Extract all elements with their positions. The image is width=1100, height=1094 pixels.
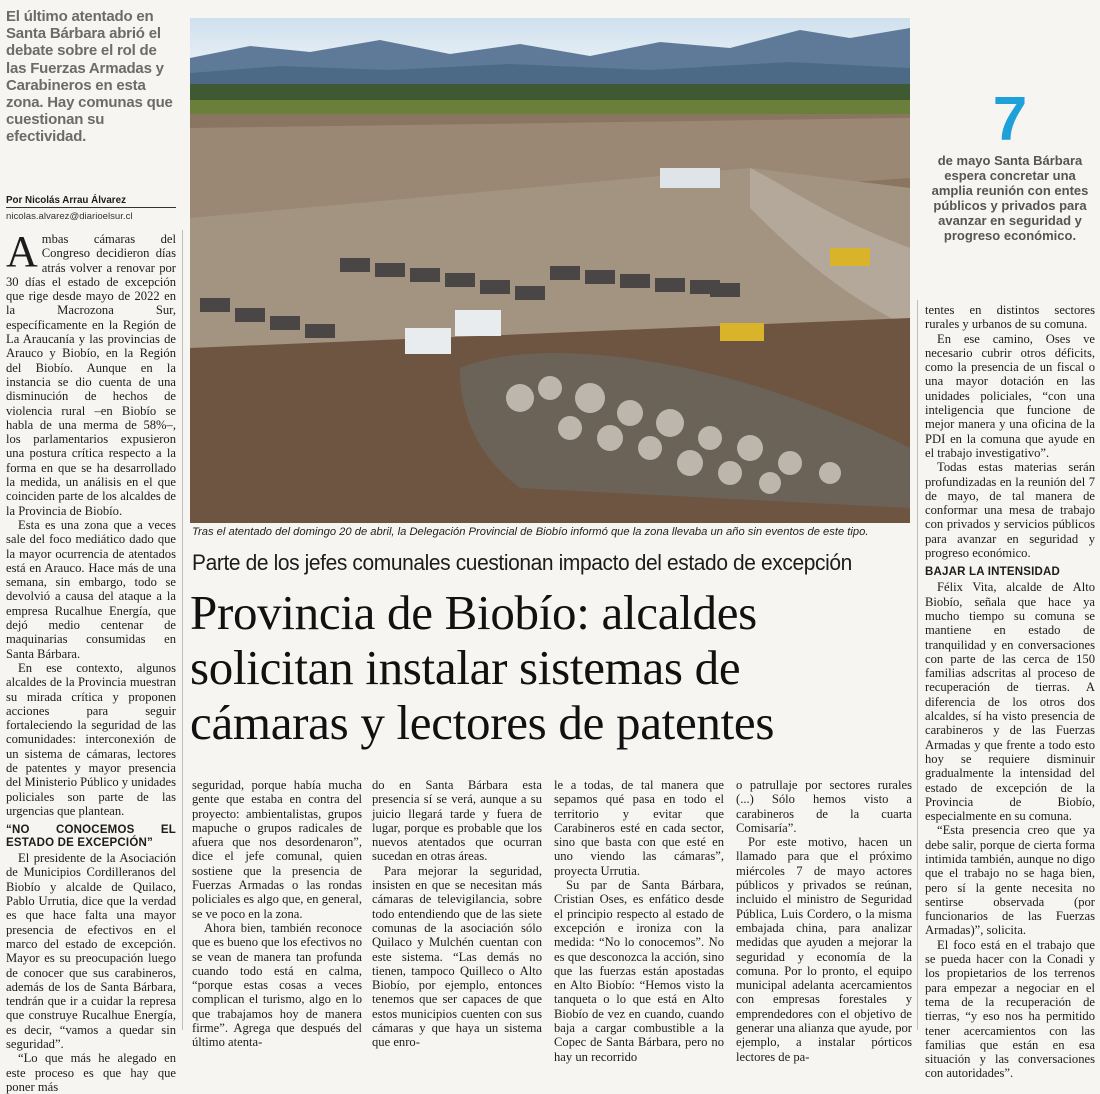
fact-number: 7 xyxy=(992,85,1028,154)
paragraph: tentes en distintos sectores rurales y urbanos de su comuna. xyxy=(925,303,1095,332)
paragraph: le a todas, de tal manera que sepamos qué pasa en todo el territorio y evitar que Carabineros esté en cada sector, sino que basta con que esté en uno viendo las cámaras”, proyecta Urrutia. xyxy=(554,778,724,878)
paragraph: Esta es una zona que a veces sale del foco mediático dado que la mayor ocurrencia de atentados está en Arauco. Hace más de una semana, sin embargo, todo se devolvió a causa del ataque a la empresa Rucalhue Energía, que dejó medio centenar de maquinarias consumidas en Santa Bárbara. xyxy=(6,517,176,661)
subheading: BAJAR LA INTENSIDAD xyxy=(925,566,1060,579)
article-column-1 xyxy=(6,227,176,1094)
construction-site-photo xyxy=(190,18,910,523)
drop-cap: A xyxy=(6,227,38,276)
paragraph: Todas estas materias serán profundizadas en la reunión del 7 de mayo, de tal manera de conformar una mesa de trabajo con privados y servicios públicos para avanzar en seguridad y progreso económico. xyxy=(925,460,1095,561)
column-divider xyxy=(917,300,918,1030)
paragraph: do en Santa Bárbara esta presencia sí se verá, aunque a su juicio llegará tarde y fuera de lugar, porque es probable que los nuevos atentados que ocurran sucedan en otras áreas. xyxy=(372,778,542,864)
paragraph: Félix Vita, alcalde de Alto Biobío, señala que hace ya mucho tiempo su comuna se mantiene en estado de tranquilidad y en conversaciones con parte de las cerca de 150 familias adscritas al proceso de recuperación de tierras. A diferencia de los otros dos alcaldes, sí ha visto presencia de carabineros y de las Fuerzas Armadas y que frente a todo esto hoy se requiere disminuir gradualmente la intensidad del estado de excepción de la Provincia de Biobío, especialmente en su comuna. xyxy=(925,580,1095,824)
paragraph: Ahora bien, también reconoce que es bueno que los efectivos no se vean de manera tan profunda cuando todo está en calma, “porque estas cosas a veces complican el turismo, algo en lo que trabajamos hoy de manera firme”. Agrega que después del último atenta- xyxy=(192,920,362,1050)
paragraph: Su par de Santa Bárbara, Cristian Oses, es enfático desde el principio respecto al estado de excepción e ironiza con la medida: “No lo conocemos”. No es que desconozca la acción, sino que las fuerzas están apostadas en Alto Biobío: “Hemos visto la tanqueta o lo que está en Alto Biobío de vez en cuando, cuando baja a cargar combustible a la Copec de Santa Bárbara, pero no hay un recorrido xyxy=(554,878,724,1064)
paragraph: El presidente de la Asociación de Municipios Cordilleranos del Biobío y alcalde de Quilaco, Pablo Urrutia, dice que la verdad es que hace falta una mayor presencia de efectivos en el marco del estado de excepción. Mayor es su preocupación luego de conocer que sus carabineros, además de los de Santa Bárbara, tendrán que ir a cuidar la represa que construye Rucalhue Energía, es decir, “vamos a quedar sin seguridad”. xyxy=(6,851,176,1052)
paragraph: mbas cámaras del Congreso decidieron días atrás volver a renovar por 30 días el estado de excepción que rige desde mayo de 2022 en la Macrozona Sur, específicamente en la Región de La Araucanía y las provincias de Arauco y Biobío, en la Región del Biobío. Aunque en la instancia se dio cuenta de una disminución de hechos de violencia rural –en Biobío se habla de una merma de 58%–, los parlamentarios expusieron una postura crítica respecto a la forma en que se ha desarrollado la medida, un análisis en el que coinciden parte de los alcaldes de la Provincia de Biobío. xyxy=(6,232,176,518)
kicker: Parte de los jefes comunales cuestionan impacto del estado de excepción xyxy=(192,550,852,575)
fact-text: de mayo Santa Bárbara espera concretar una amplia reunión con entes públicos y privados para avanzar en seguridad y progreso económico. xyxy=(931,153,1089,243)
article-column-6 xyxy=(925,303,1095,1081)
headline-line: solicitan instalar sistemas de xyxy=(190,640,741,695)
article-column-2 xyxy=(192,778,362,1050)
article-column-5 xyxy=(736,778,912,1064)
paragraph: El foco está en el trabajo que se pueda hacer con la Conadi y los propietarios de los terrenos para empezar a negociar en el tema de la recuperación de tierras, “y eso nos ha permitido tener acercamientos con las familias que están en esa situación y las conversaciones con autoridades”. xyxy=(925,937,1095,1081)
paragraph: Para mejorar la seguridad, insisten en que se necesitan más cámaras de televigilancia, sobre todo entendiendo que de las siete comunas de la asociación sólo Quilaco y Mulchén cuentan con este sistema. “Las demás no tienen, tampoco Quilleco o Alto Biobío, por ejemplo, entonces tenemos que ser capaces de que estos municipios cuenten con sus cámaras y que haya un sistema que enro- xyxy=(372,863,542,1050)
headline-line: Provincia de Biobío: alcaldes xyxy=(190,585,757,640)
photo-caption: Tras el atentado del domingo 20 de abril, la Delegación Provincial de Biobío informó que la zona llevaba un año sin eventos de este tipo. xyxy=(192,526,869,538)
author-email: nicolas.alvarez@diarioelsur.cl xyxy=(6,211,133,222)
headline xyxy=(190,585,920,750)
paragraph: En ese contexto, algunos alcaldes de la Provincia muestran su mirada crítica y proponen acciones para seguir fortaleciendo la seguridad de las comunidades: interconexión de un sistema de cámaras, lectores de patentes y mayor presencia del Ministerio Público y unidades policiales son parte de las urgencias que plantean. xyxy=(6,660,176,818)
paragraph: “Lo que más he alegado en este proceso es que hay que poner más xyxy=(6,1051,176,1094)
paragraph: seguridad, porque había mucha gente que estaba en contra del proyecto: ambientalistas, grupos mapuche o grupos radicales de afuera que nos desordenaron”, dice el jefe comunal, quien sostiene que la presencia de Fuerzas Armadas o las rondas policiales es algo que, en general, se ve poco en la zona. xyxy=(192,778,362,921)
paragraph: Por este motivo, hacen un llamado para que el próximo miércoles 7 de mayo actores públicos y privados se reúnan, incluido el ministro de Seguridad Pública, Luis Cordero, o la misma embajada china, para analizar medidas que ayuden a mejorar la seguridad y economía de la comuna. Por lo pronto, el equipo municipal adelanta acercamientos con empresas forestales y emprendedores con el objetivo de generar una alianza que ayude, por ejemplo, a instalar pórticos lectores de pa- xyxy=(736,835,912,1064)
paragraph: En ese camino, Oses ve necesario cubrir otros déficits, como la presencia de un fiscal o una mayor dotación en las unidades policiales, “con una inteligencia que funcione de mejor manera y una oficina de la PDI en la comuna que ayude en el trabajo investigativo”. xyxy=(925,331,1095,460)
article-column-4 xyxy=(554,778,724,1064)
article-lead: El último atentado en Santa Bárbara abrió el debate sobre el rol de las Fuerzas Armadas y Carabineros en esta zona. Hay comunas que cuestionan su efectividad. xyxy=(6,8,173,146)
headline-line: cámaras y lectores de patentes xyxy=(190,695,775,750)
subheading: “NO CONOCEMOS EL ESTADO DE EXCEPCIÓN” xyxy=(6,824,176,850)
paragraph: “Esta presencia creo que ya debe salir, porque de cierta forma intimida también, aunque no digo que el trabajo no se haga bien, pero sí la gente necesita no sentirse observada (por funcionarios de las Fuerzas Armadas)”, solicita. xyxy=(925,823,1095,938)
paragraph: o patrullaje por sectores rurales (...) Sólo hemos visto a carabineros de la cuarta Comisaría”. xyxy=(736,778,912,835)
column-divider xyxy=(182,230,183,1030)
article-column-3 xyxy=(372,778,542,1050)
byline: Por Nicolás Arrau Álvarez xyxy=(6,195,176,208)
